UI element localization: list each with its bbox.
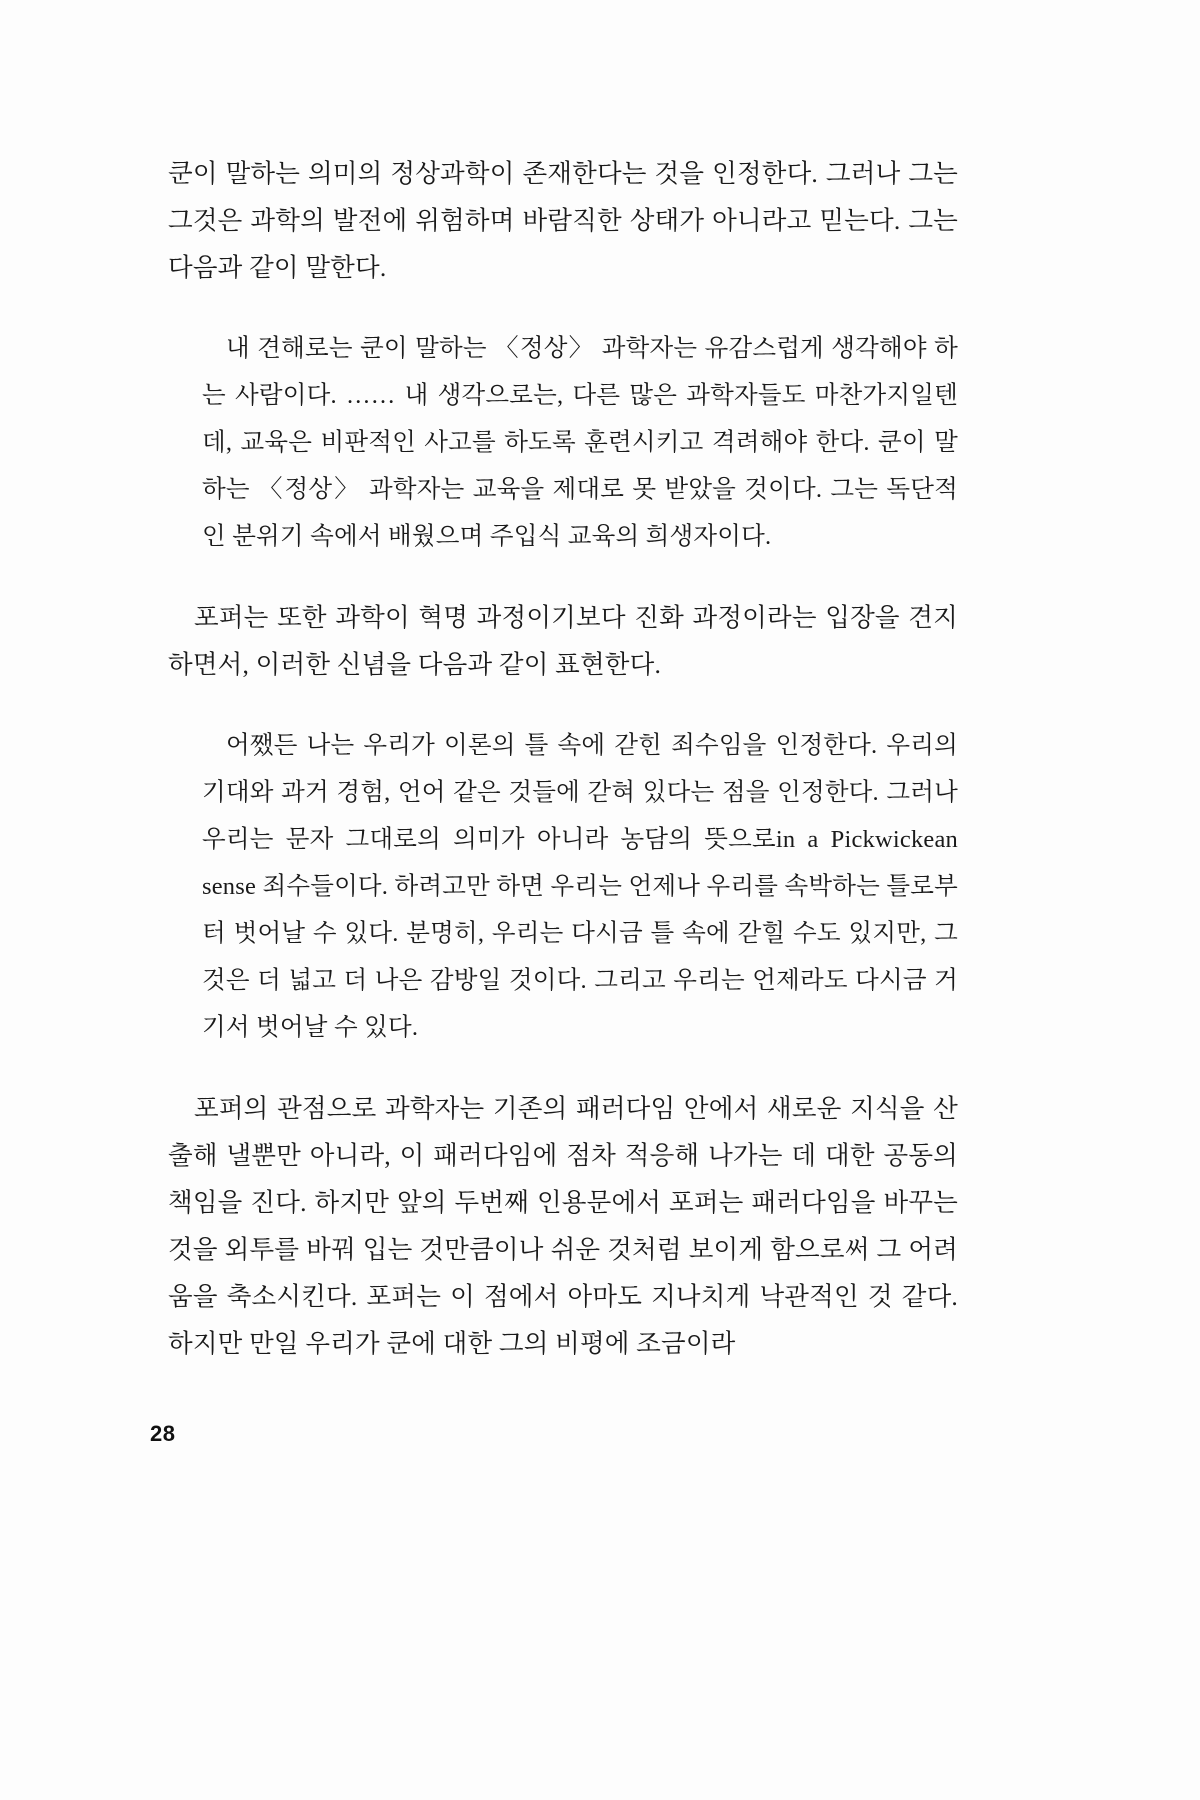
block-quote-1: 내 견해로는 쿤이 말하는 〈정상〉 과학자는 유감스럽게 생각해야 하는 사람이다. …… 내 생각으로는, 다른 많은 과학자들도 마찬가지일텐데, 교육은 비판적인 사고를 하도록 훈련시키고 격려해야 한다. 쿤이 말하는 〈정상〉 과학자는 교육을 제대로 못 받았을 것이다. 그는 독단적인 분위기 속에서 배웠으며 주입식 교육의 희생자이다. [202,335,958,550]
paragraph-spacer [168,560,958,594]
page-number: 28 [150,1421,176,1446]
paragraph-3: 포퍼의 관점으로 과학자는 기존의 패러다임 안에서 새로운 지식을 산출해 낼뿐만 아니라, 이 패러다임에 점차 적응해 나가는 데 대한 공동의 책임을 진다. 하지만 앞의 두번째 인용문에서 포퍼는 패러다임을 바꾸는 것을 외투를 바꿔 입는 것만큼이나 쉬운 것처럼 보이게 함으로써 그 어려움을 축소시킨다. 포퍼는 이 점에서 아마도 지나치게 낙관적인 것 같다. 하지만 만일 우리가 쿤에 대한 그의 비평에 조금이라 [168,1094,958,1358]
page-text-column [168,150,958,1367]
paragraph-spacer [168,688,958,722]
paragraph-spacer [168,1051,958,1085]
paragraph-2: 포퍼는 또한 과학이 혁명 과정이기보다 진화 과정이라는 입장을 견지하면서, 이러한 신념을 다음과 같이 표현한다. [168,603,958,679]
paragraph-spacer [168,291,958,325]
block-quote-2: 어쨌든 나는 우리가 이론의 틀 속에 갇힌 죄수임을 인정한다. 우리의 기대와 과거 경험, 언어 같은 것들에 갇혀 있다는 점을 인정한다. 그러나 우리는 문자 그대로의 의미가 아니라 농담의 뜻으로in a Pickwickean sense 죄수들이다. 하려고만 하면 우리는 언제나 우리를 속박하는 틀로부터 벗어날 수 있다. 분명히, 우리는 다시금 틀 속에 갇힐 수도 있지만, 그것은 더 넓고 더 나은 감방일 것이다. 그리고 우리는 언제라도 다시금 거기서 벗어날 수 있다. [202,732,958,1041]
paragraph-1: 쿤이 말하는 의미의 정상과학이 존재한다는 것을 인정한다. 그러나 그는 그것은 과학의 발전에 위험하며 바람직한 상태가 아니라고 믿는다. 그는 다음과 같이 말한다. [168,159,958,282]
